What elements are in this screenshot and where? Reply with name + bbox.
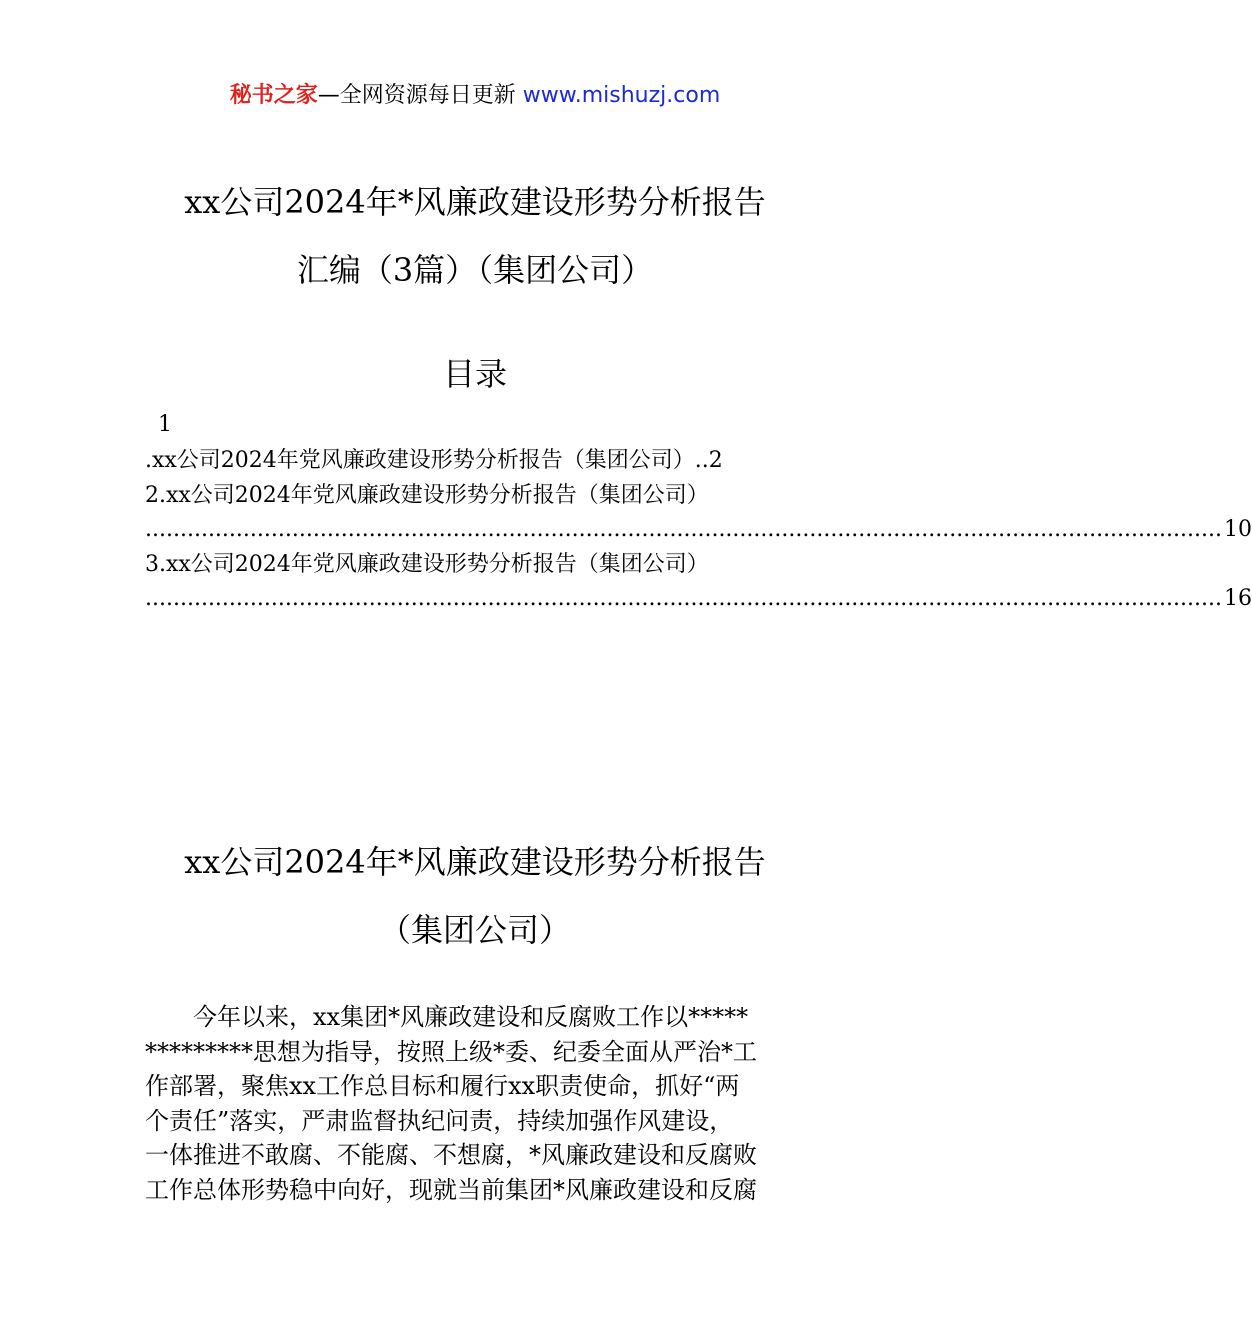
toc-dot-leader: ..........................................................................................................................................................	[145, 517, 1222, 542]
article-title-line1: xx公司2024年*风廉政建设形势分析报告	[184, 843, 766, 881]
toc-heading: 目录	[442, 355, 507, 393]
paragraph-line: *********思想为指导，按照上级*委、纪委全面从严治*工	[145, 1038, 757, 1066]
paragraph-line: 今年以来，xx集团*风廉政建设和反腐败工作以*****	[145, 1003, 749, 1031]
site-banner	[0, 80, 950, 112]
banner-brand: 秘书之家	[229, 83, 318, 108]
paragraph-line: 工作总体形势稳中向好，现就当前集团*风廉政建设和反腐	[145, 1176, 757, 1204]
toc-entry2-page: 10	[1223, 517, 1252, 542]
toc-dot-leader: ..........................................................................................................................................................	[145, 586, 1222, 611]
toc-entry3-link[interactable]: 3.xx公司2024年党风廉政建设形势分析报告（集团公司）	[145, 552, 709, 577]
article-title-line2: （集团公司）	[378, 911, 571, 949]
paragraph-line: 一体推进不敢腐、不能腐、不想腐，*风廉政建设和反腐败	[145, 1141, 757, 1169]
toc-entry2-link[interactable]: 2.xx公司2024年党风廉政建设形势分析报告（集团公司）	[145, 483, 709, 508]
paragraph-line: 个责任”落实，严肃监督执纪问责，持续加强作风建设，	[145, 1107, 734, 1135]
toc-entry3-leader	[145, 584, 1252, 614]
paragraph-line: 作部署，聚焦xx工作总目标和履行xx职责使命，抓好“两	[145, 1072, 740, 1100]
toc-entry2-leader	[145, 515, 1252, 545]
document-title-line2: 汇编（3篇）（集团公司）	[296, 251, 654, 289]
toc-entry1-number: 1	[158, 412, 172, 437]
toc-entry1-link[interactable]: .xx公司2024年党风廉政建设形势分析报告（集团公司）..2	[145, 448, 723, 473]
banner-tagline: —全网资源每日更新	[317, 83, 516, 108]
document-title-line1: xx公司2024年*风廉政建设形势分析报告	[184, 183, 766, 221]
banner-url-link[interactable]: www.mishuzj.com	[522, 83, 721, 108]
toc-entry3-page: 16	[1223, 586, 1252, 611]
